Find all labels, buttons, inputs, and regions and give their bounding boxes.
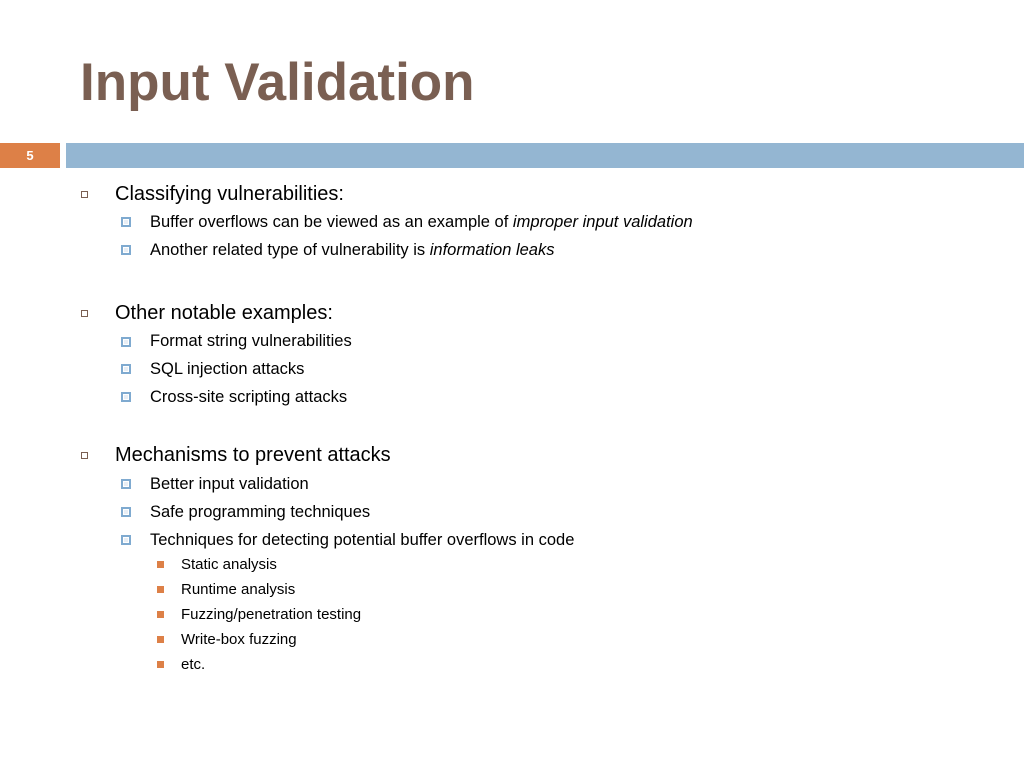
hollow-square-bullet-icon (81, 310, 88, 317)
sub-list-item: Fuzzing/penetration testing (181, 606, 362, 623)
list-item: SQL injection attacks (150, 360, 305, 378)
slide-title: Input Validation (80, 53, 475, 112)
section-heading: Mechanisms to prevent attacks (115, 444, 391, 466)
square-bullet-icon (121, 392, 131, 402)
list-item: Techniques for detecting potential buffer overflows in code (150, 531, 575, 549)
filled-square-bullet-icon (157, 561, 164, 568)
section-heading: Other notable examples: (115, 302, 333, 324)
list-item: Format string vulnerabilities (150, 332, 352, 350)
list-item: Better input validation (150, 475, 309, 493)
square-bullet-icon (121, 245, 131, 255)
square-bullet-icon (121, 535, 131, 545)
filled-square-bullet-icon (157, 661, 164, 668)
list-item: Another related type of vulnerability is information leaks (150, 241, 555, 259)
square-bullet-icon (121, 217, 131, 227)
list-item: Safe programming techniques (150, 503, 371, 521)
square-bullet-icon (121, 364, 131, 374)
list-item: Cross-site scripting attacks (150, 388, 348, 406)
sub-list-item: Static analysis (181, 556, 277, 573)
sub-list-item: Runtime analysis (181, 581, 296, 598)
section-heading: Classifying vulnerabilities: (115, 183, 344, 205)
filled-square-bullet-icon (157, 636, 164, 643)
sub-list-item: Write-box fuzzing (181, 631, 297, 648)
square-bullet-icon (121, 337, 131, 347)
list-item: Buffer overflows can be viewed as an example of improper input validation (150, 213, 693, 231)
sub-list-item: etc. (181, 656, 206, 673)
filled-square-bullet-icon (157, 586, 164, 593)
hollow-square-bullet-icon (81, 452, 88, 459)
hollow-square-bullet-icon (81, 191, 88, 198)
filled-square-bullet-icon (157, 611, 164, 618)
slide-number: 5 (0, 143, 60, 168)
square-bullet-icon (121, 479, 131, 489)
square-bullet-icon (121, 507, 131, 517)
